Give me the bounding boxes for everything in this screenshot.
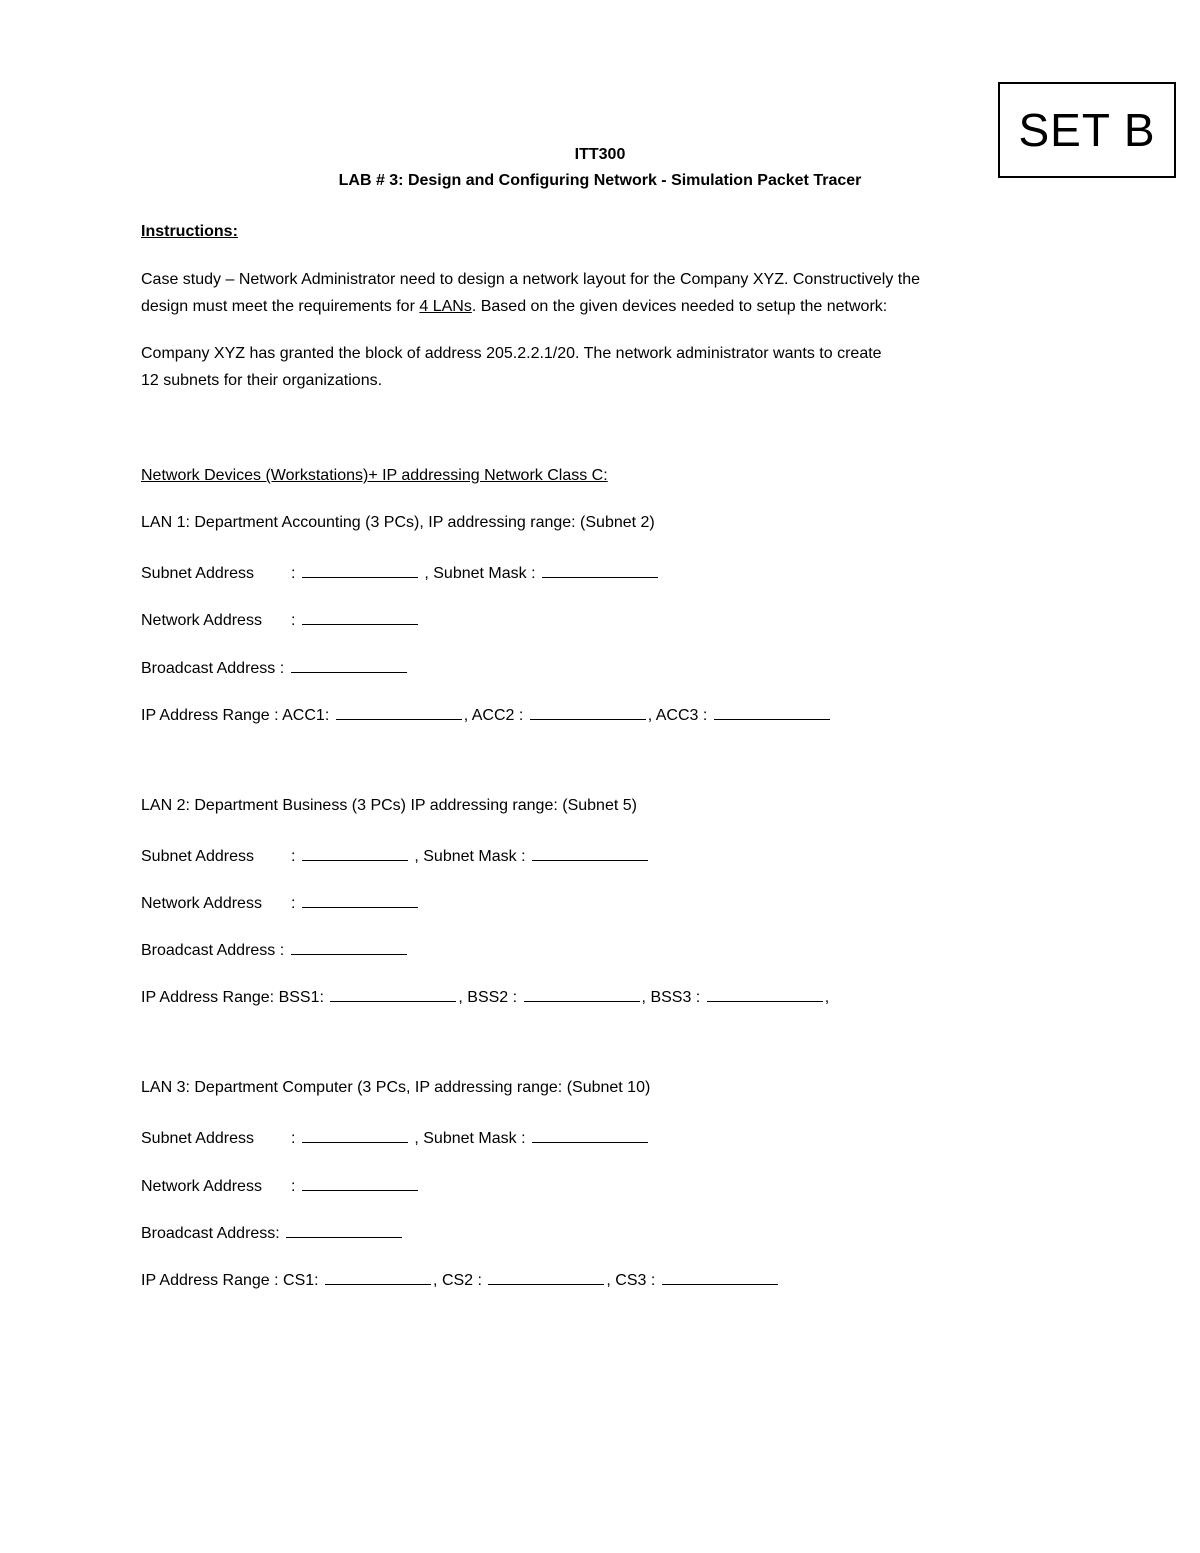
lan3-ip-range-row	[141, 1268, 780, 1290]
lan1-broadcast-row	[141, 656, 409, 678]
case-study-line-2-pre: design must meet the requirements for	[141, 298, 420, 315]
lan2-pc3-blank[interactable]	[707, 985, 823, 1002]
lan1-pc2-blank[interactable]	[530, 703, 646, 720]
lan2-pc2-blank[interactable]	[524, 985, 640, 1002]
lan3-broadcast-label: Broadcast Address:	[141, 1225, 280, 1242]
lan1-pc2-label: , ACC2 :	[463, 707, 524, 724]
lan1-broadcast-label: Broadcast Address :	[141, 660, 285, 677]
lan2-network-row	[141, 891, 420, 913]
lan1-pc3-label: , ACC3 :	[647, 707, 708, 724]
lan3-network-label: Network Address	[141, 1178, 262, 1195]
lan-count: 4 LANs	[419, 298, 472, 315]
lan3-subnet-mask-label: , Subnet Mask :	[414, 1130, 526, 1147]
lan3-network-address-blank[interactable]	[302, 1174, 418, 1191]
lan1-subnet-row	[141, 561, 660, 583]
colon: :	[291, 848, 296, 865]
lan3-pc2-label: , CS2 :	[433, 1272, 482, 1289]
lan3-pc2-blank[interactable]	[488, 1268, 604, 1285]
lan1-subnet-mask-blank[interactable]	[542, 561, 658, 578]
lan2-subnet-mask-blank[interactable]	[532, 844, 648, 861]
colon: :	[291, 895, 296, 912]
colon: :	[291, 612, 296, 629]
lan2-broadcast-label: Broadcast Address :	[141, 942, 285, 959]
lan2-ip-range-row	[141, 985, 829, 1007]
lan2-pc1-blank[interactable]	[330, 985, 456, 1002]
lan3-pc1-blank[interactable]	[325, 1268, 431, 1285]
lan3-subnet-mask-blank[interactable]	[532, 1126, 648, 1143]
devices-heading: Network Devices (Workstations)+ IP addressing Network Class C:	[141, 467, 608, 484]
lan2-network-address-blank[interactable]	[302, 891, 418, 908]
case-study-line-1: Case study – Network Administrator need to design a network layout for the Company XYZ. Constructively the	[141, 271, 921, 288]
lan3-broadcast-row	[141, 1221, 404, 1243]
lan3-pc3-blank[interactable]	[662, 1268, 778, 1285]
lan1-pc3-blank[interactable]	[714, 703, 830, 720]
case-study-line-2-post: . Based on the given devices needed to setup the network:	[471, 298, 888, 315]
lan1-network-address-blank[interactable]	[302, 608, 418, 625]
set-label: SET B	[1018, 104, 1156, 156]
company-text-line-2: 12 subnets for their organizations.	[141, 372, 383, 389]
lan3-broadcast-address-blank[interactable]	[286, 1221, 402, 1238]
lan2-subnet-label: Subnet Address	[141, 848, 254, 865]
lan1-broadcast-address-blank[interactable]	[291, 656, 407, 673]
lan1-title: LAN 1: Department Accounting (3 PCs), IP addressing range: (Subnet 2)	[141, 514, 655, 531]
colon: :	[291, 565, 296, 582]
lab-title: LAB # 3: Design and Configuring Network - Simulation Packet Tracer	[338, 172, 862, 189]
lan2-subnet-row	[141, 844, 650, 866]
lan2-broadcast-address-blank[interactable]	[291, 938, 407, 955]
lan2-title: LAN 2: Department Business (3 PCs) IP addressing range: (Subnet 5)	[141, 797, 637, 814]
lan2-ip-range-label: IP Address Range: BSS1:	[141, 989, 324, 1006]
lan2-pc2-label: , BSS2 :	[458, 989, 518, 1006]
instructions-heading: Instructions:	[141, 223, 238, 240]
lan2-subnet-address-blank[interactable]	[302, 844, 408, 861]
lan3-pc3-label: , CS3 :	[606, 1272, 656, 1289]
lan1-pc1-blank[interactable]	[336, 703, 462, 720]
lan2-trailing: ,	[824, 989, 830, 1006]
lan3-subnet-address-blank[interactable]	[302, 1126, 408, 1143]
lan1-subnet-address-blank[interactable]	[302, 561, 418, 578]
lan2-network-label: Network Address	[141, 895, 262, 912]
lan2-pc3-label: , BSS3 :	[641, 989, 701, 1006]
lan1-ip-range-label: IP Address Range : ACC1:	[141, 707, 330, 724]
lan1-subnet-mask-label: , Subnet Mask :	[424, 565, 536, 582]
lan3-subnet-row	[141, 1126, 650, 1148]
lan1-ip-range-row	[141, 703, 832, 725]
lan3-network-row	[141, 1174, 420, 1196]
lan1-network-label: Network Address	[141, 612, 262, 629]
course-code: ITT300	[574, 146, 626, 163]
lan1-subnet-label: Subnet Address	[141, 565, 254, 582]
lan2-broadcast-row	[141, 938, 409, 960]
lan3-subnet-label: Subnet Address	[141, 1130, 254, 1147]
colon: :	[291, 1130, 296, 1147]
colon: :	[291, 1178, 296, 1195]
case-study-line-2	[141, 298, 887, 316]
lan3-title: LAN 3: Department Computer (3 PCs, IP addressing range: (Subnet 10)	[141, 1079, 651, 1096]
lan1-network-row	[141, 608, 420, 630]
lan3-ip-range-label: IP Address Range : CS1:	[141, 1272, 319, 1289]
lan2-subnet-mask-label: , Subnet Mask :	[414, 848, 526, 865]
company-text-line-1: Company XYZ has granted the block of address 205.2.2.1/20. The network administrator wants to create	[141, 345, 882, 362]
